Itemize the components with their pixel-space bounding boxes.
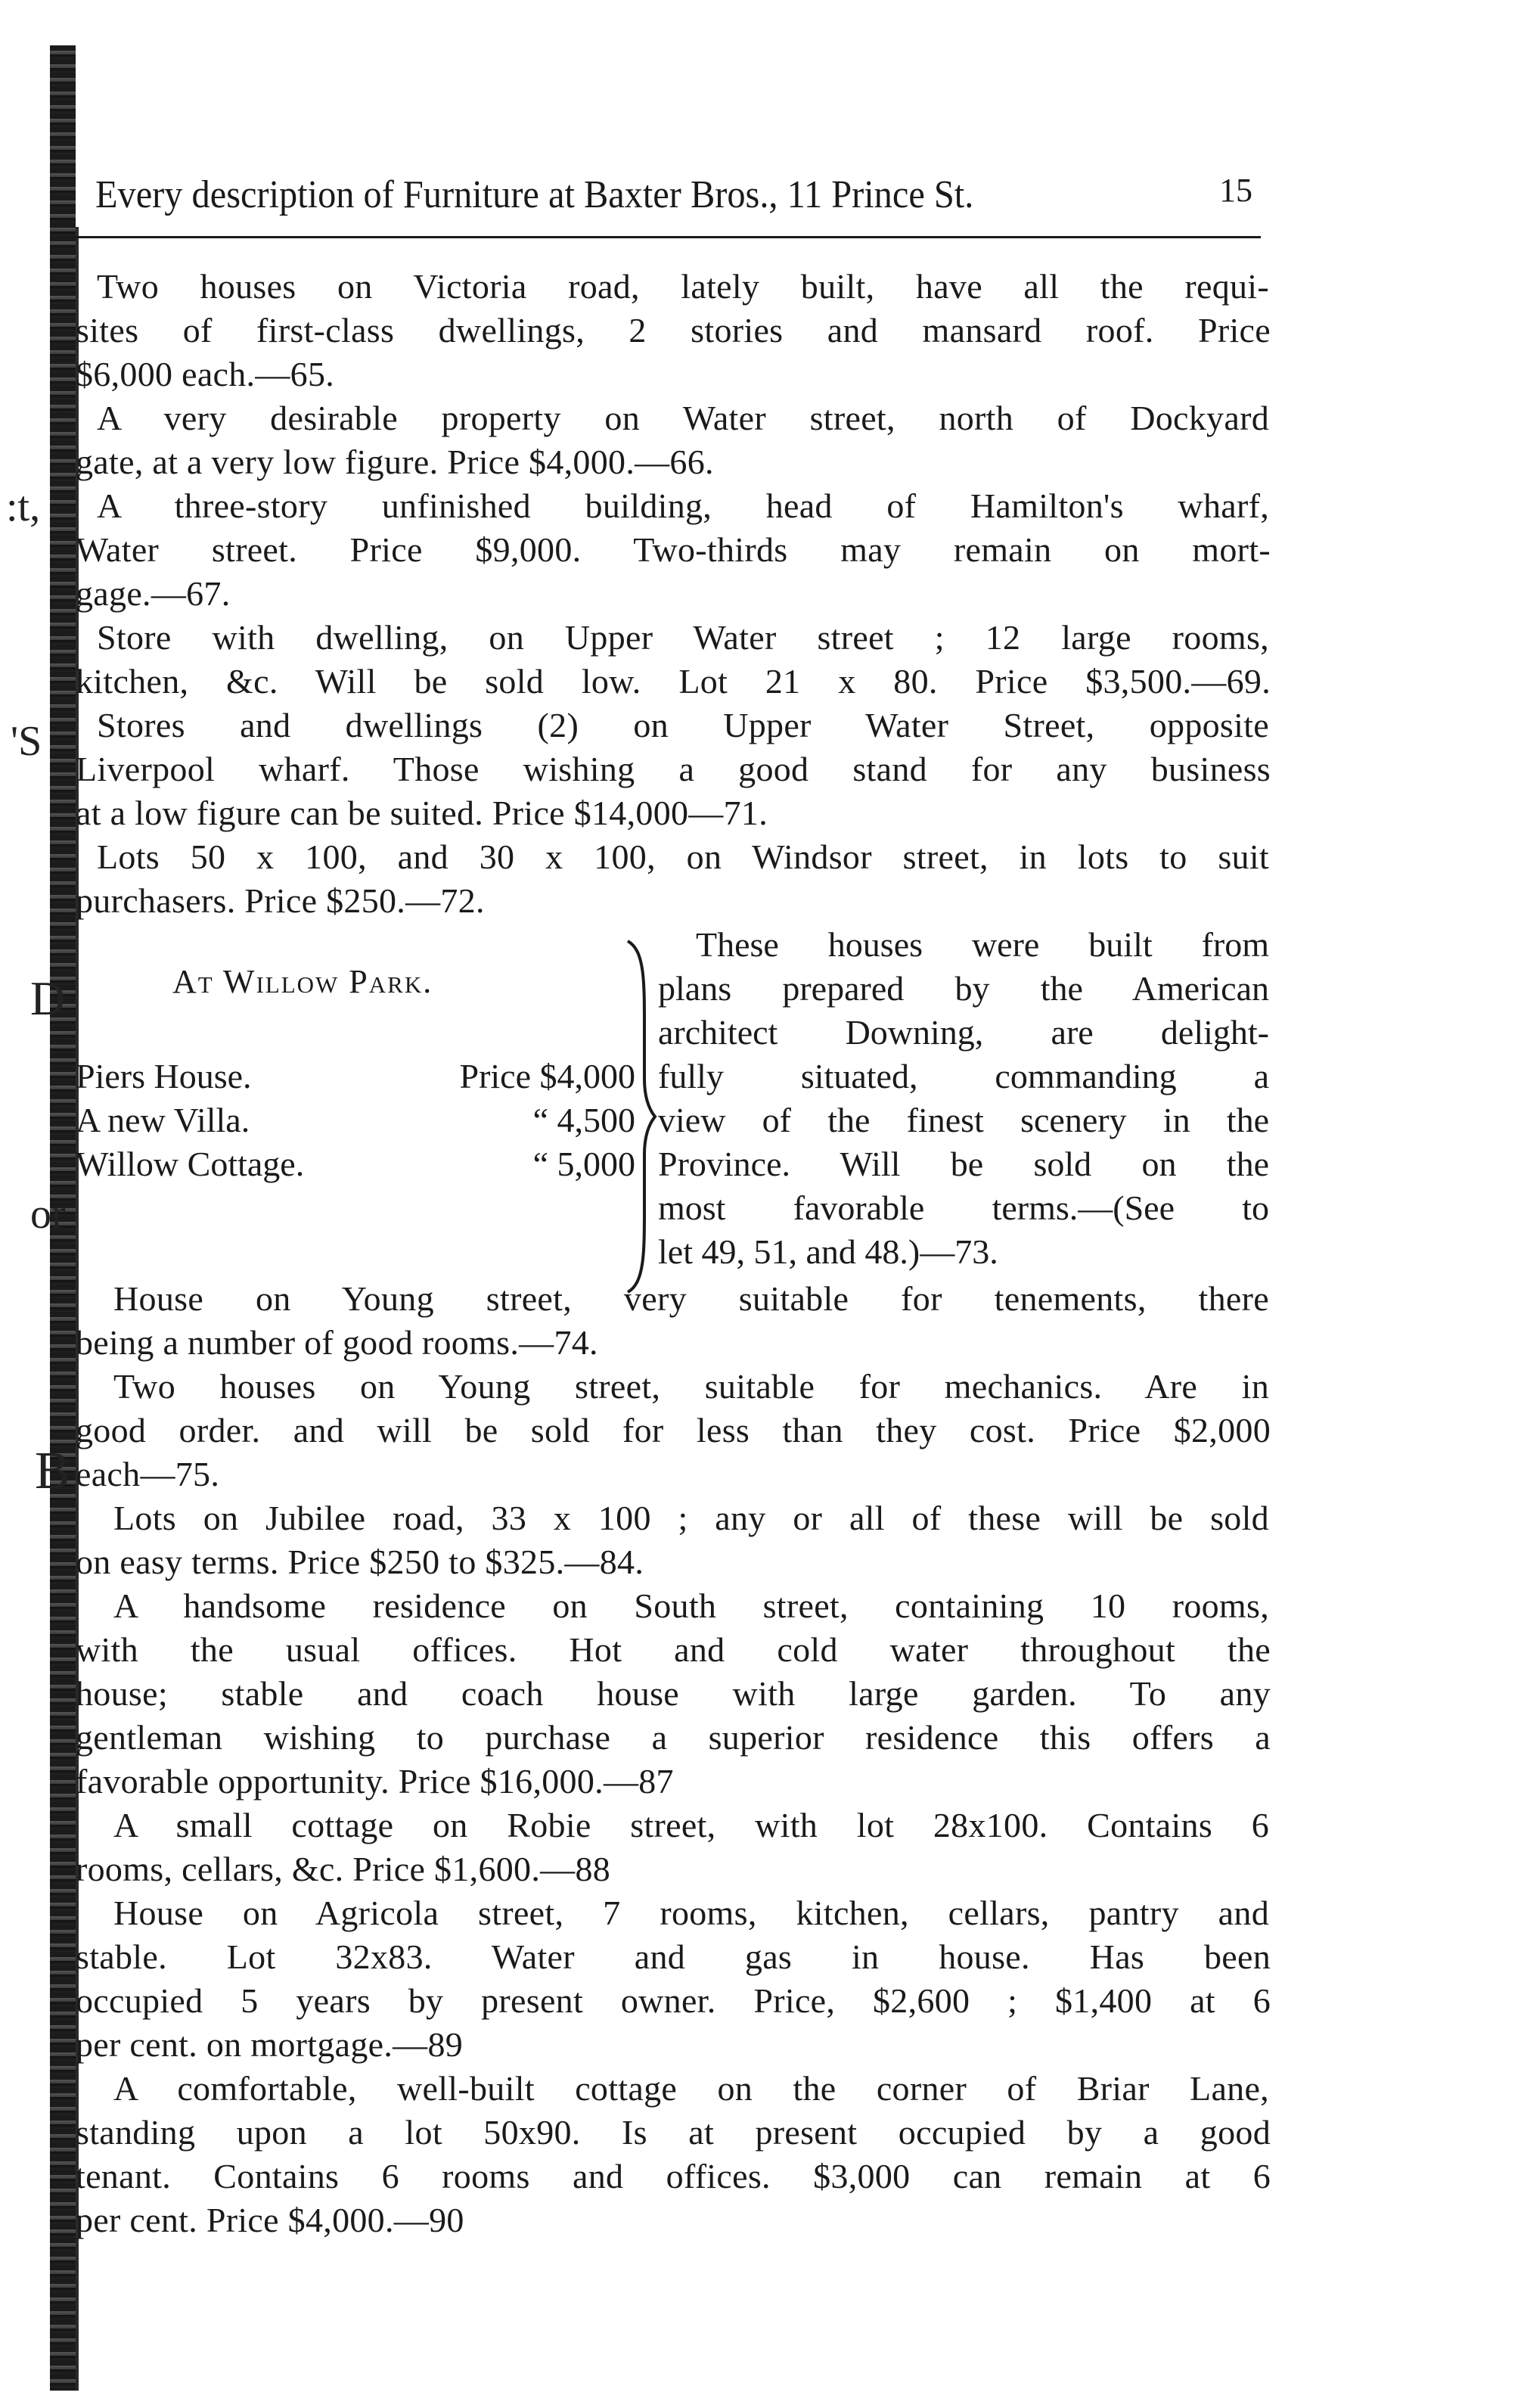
listing-line: A three-story unfinished building, head of Hamilton's wharf, <box>97 486 1269 525</box>
willow-park-heading: At Willow Park. <box>172 963 433 1000</box>
listing-line: at a low figure can be suited. Price $14,000—71. <box>76 794 768 832</box>
listing-line: Two houses on Victoria road, lately built, have all the requi- <box>97 267 1269 306</box>
header-title: Every description of Furniture at Baxter Bros., 11 Prince St. <box>95 173 974 216</box>
listing-line: kitchen, &c. Will be sold low. Lot 21 x 80. Price $3,500.—69. <box>76 662 1271 701</box>
listing-line: with the usual offices. Hot and cold water throughout the <box>76 1630 1271 1669</box>
listing-line: rooms, cellars, &c. Price $1,600.—88 <box>76 1850 611 1888</box>
listing-line: per cent. Price $4,000.—90 <box>76 2201 464 2239</box>
listing-line: gage.—67. <box>76 574 231 613</box>
page-number: 15 <box>1219 172 1252 209</box>
listing-line: stable. Lot 32x83. Water and gas in house. Has been <box>76 1937 1271 1976</box>
listing-line: House on Agricola street, 7 rooms, kitchen, cellars, pantry and <box>113 1894 1269 1932</box>
listing-line: A comfortable, well-built cottage on the corner of Briar Lane, <box>113 2069 1269 2108</box>
listing-line: tenant. Contains 6 rooms and offices. $3,000 can remain at 6 <box>76 2157 1271 2195</box>
listing-line: Store with dwelling, on Upper Water street ; 12 large rooms, <box>97 618 1269 657</box>
willow-description-line: most favorable terms.—(See to <box>658 1188 1269 1227</box>
listing-line: favorable opportunity. Price $16,000.—87 <box>76 1762 674 1801</box>
listing-line: per cent. on mortgage.—89 <box>76 2025 464 2064</box>
listing-line: $6,000 each.—65. <box>76 355 335 393</box>
willow-description-line: plans prepared by the American <box>658 969 1269 1008</box>
willow-item-name: Willow Cottage. <box>76 1145 305 1183</box>
listing-line: Stores and dwellings (2) on Upper Water Street, opposite <box>97 706 1269 744</box>
willow-item-price: “ 4,500 <box>532 1101 635 1139</box>
willow-item-price: Price $4,000 <box>459 1057 635 1095</box>
margin-fragment: :t, <box>6 483 41 530</box>
listing-line: being a number of good rooms.—74. <box>76 1323 598 1362</box>
listing-line: House on Young street, very suitable for tenements, there <box>113 1279 1269 1318</box>
listing-line: house; stable and coach house with large garden. To any <box>76 1674 1271 1713</box>
listing-line: gentleman wishing to purchase a superior residence this offers a <box>76 1718 1271 1757</box>
listing-line: Water street. Price $9,000. Two-thirds may remain on mort- <box>76 530 1271 569</box>
listing-line: purchasers. Price $250.—72. <box>76 881 485 920</box>
listing-line: occupied 5 years by present owner. Price, $2,600 ; $1,400 at 6 <box>76 1981 1271 2020</box>
listing-line: Lots 50 x 100, and 30 x 100, on Windsor street, in lots to suit <box>97 837 1269 876</box>
listing-line: Liverpool wharf. Those wishing a good stand for any business <box>76 750 1271 788</box>
curly-brace-icon <box>622 935 660 1298</box>
willow-description-line: view of the finest scenery in the <box>658 1101 1269 1139</box>
listing-line: sites of first-class dwellings, 2 stories and mansard roof. Price <box>76 311 1271 350</box>
willow-description-line: let 49, 51, and 48.)—73. <box>658 1232 998 1271</box>
margin-fragment: or <box>30 1191 66 1238</box>
margin-fragment: B <box>35 1442 70 1500</box>
listing-line: A small cottage on Robie street, with lot 28x100. Contains 6 <box>113 1806 1269 1844</box>
margin-fragment: 'S <box>11 718 42 765</box>
willow-description-line: These houses were built from <box>696 925 1269 964</box>
willow-description-line: fully situated, commanding a <box>658 1057 1269 1095</box>
listing-line: standing upon a lot 50x90. Is at present occupied by a good <box>76 2113 1271 2152</box>
listing-line: good order. and will be sold for less than they cost. Price $2,000 <box>76 1411 1271 1449</box>
running-header <box>95 165 1252 225</box>
willow-item-name: A new Villa. <box>76 1101 250 1139</box>
listing-line: Lots on Jubilee road, 33 x 100 ; any or all of these will be sold <box>113 1499 1269 1537</box>
listing-line: A very desirable property on Water street, north of Dockyard <box>97 399 1269 437</box>
willow-description-line: architect Downing, are delight- <box>658 1013 1269 1052</box>
willow-description-line: Province. Will be sold on the <box>658 1145 1269 1183</box>
margin-fragment: D <box>30 971 66 1025</box>
listing-line: Two houses on Young street, suitable for mechanics. Are in <box>113 1367 1269 1406</box>
listing-line: each—75. <box>76 1455 220 1493</box>
listing-line: on easy terms. Price $250 to $325.—84. <box>76 1543 644 1581</box>
willow-item-name: Piers House. <box>76 1057 252 1095</box>
listing-line: A handsome residence on South street, containing 10 rooms, <box>113 1586 1269 1625</box>
listing-line: gate, at a very low figure. Price $4,000.—66. <box>76 443 714 481</box>
header-rule <box>70 236 1261 238</box>
willow-item-price: “ 5,000 <box>532 1145 635 1183</box>
